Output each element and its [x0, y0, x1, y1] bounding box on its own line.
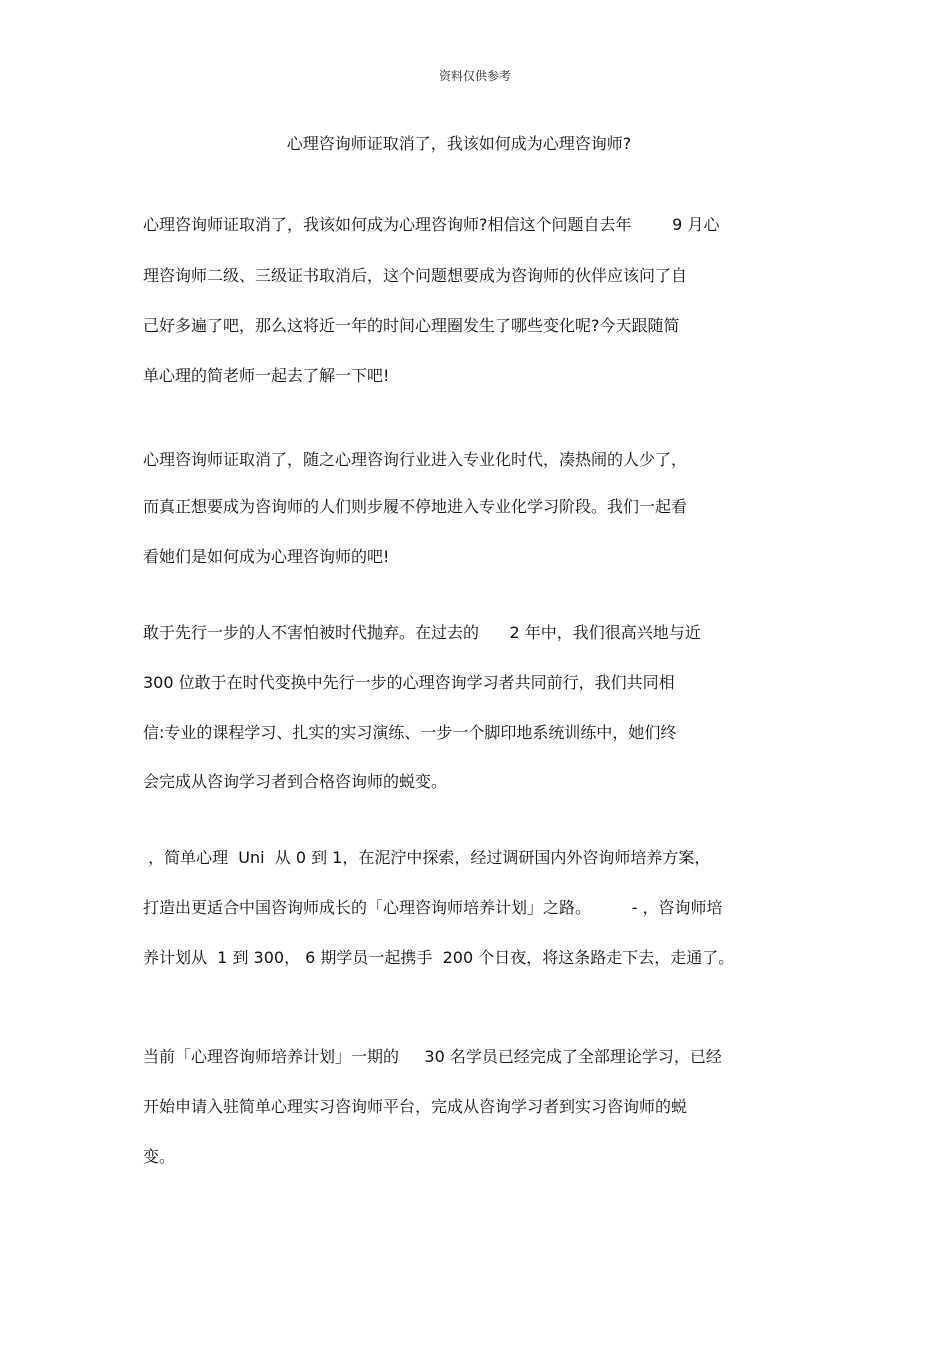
paragraph-1-line-2: 理咨询师二级、三级证书取消后，这个问题想要成为咨询师的伙伴应该问了自 [143, 266, 688, 285]
paragraph-4-line-3: 养计划从 1 到 300， 6 期学员一起携手 200 个日夜，将这条路走下去，走通了。 [143, 948, 735, 967]
paragraph-1-line-4: 单心理的简老师一起去了解一下吧! [143, 366, 390, 385]
paragraph-2-line-2: 而真正想要成为咨询师的人们则步履不停地进入专业化学习阶段。我们一起看 [143, 497, 688, 516]
paragraph-3-line-3: 信:专业的课程学习、扎实的实习演练、一步一个脚印地系统训练中，她们终 [143, 723, 677, 742]
document-title: 心理咨询师证取消了，我该如何成为心理咨询师? [286, 134, 632, 153]
paragraph-2-line-1: 心理咨询师证取消了，随之心理咨询行业进入专业化时代，凑热闹的人少了， [143, 450, 688, 469]
paragraph-1-line-3: 己好多遍了吧，那么这将近一年的时间心理圈发生了哪些变化呢?今天跟随简 [143, 316, 680, 335]
paragraph-2-line-3: 看她们是如何成为心理咨询师的吧! [143, 547, 390, 566]
paragraph-3-line-2: 300 位敢于在时代变换中先行一步的心理咨询学习者共同前行，我们共同相 [143, 673, 675, 692]
paragraph-3-line-4: 会完成从咨询学习者到合格咨询师的蜕变。 [143, 772, 448, 791]
paragraph-4-line-1: ，简单心理 Uni 从 0 到 1，在泥泞中探索，经过调研国内外咨询师培养方案， [143, 848, 711, 867]
paragraph-5-line-2: 开始申请入驻简单心理实习咨询师平台，完成从咨询学习者到实习咨询师的蜕 [143, 1097, 688, 1116]
paragraph-5-line-3: 变。 [143, 1147, 176, 1166]
paragraph-3-line-1: 敢于先行一步的人不害怕被时代抛弃。在过去的 2 年中，我们很高兴地与近 [143, 623, 701, 642]
paragraph-4-line-2: 打造出更适合中国咨询师成长的「心理咨询师培养计划」之路。 - ，咨询师培 [143, 898, 723, 917]
paragraph-1-line-1: 心理咨询师证取消了，我该如何成为心理咨询师?相信这个问题自去年 9 月心 [143, 215, 720, 234]
header-note: 资料仅供参考 [438, 69, 511, 83]
paragraph-5-line-1: 当前「心理咨询师培养计划」一期的 30 名学员已经完成了全部理论学习，已经 [143, 1047, 722, 1066]
